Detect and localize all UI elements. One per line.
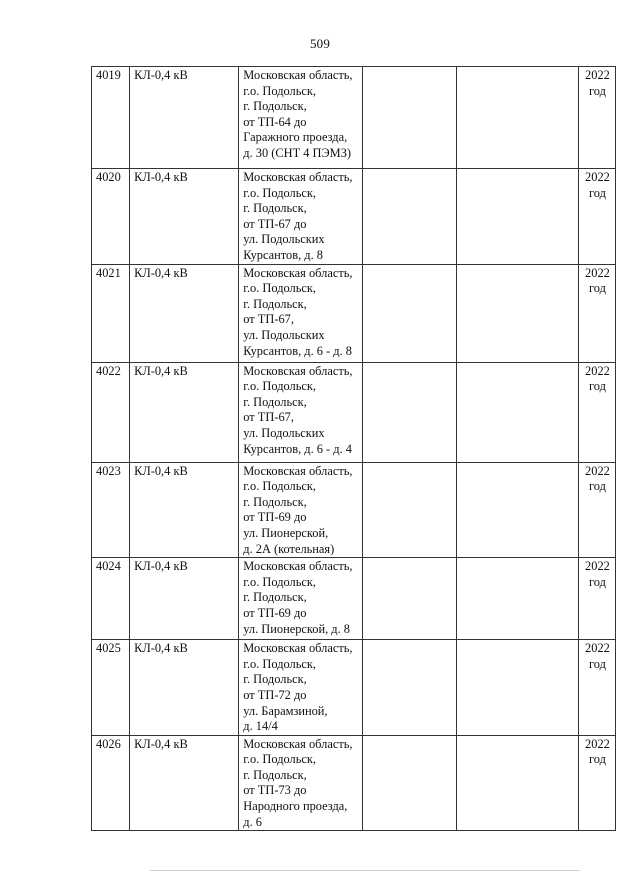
address-line: Московская область, bbox=[243, 68, 353, 82]
table-row bbox=[92, 67, 616, 169]
row-number-cell: 4026 bbox=[92, 735, 130, 831]
year-line: 2022 bbox=[585, 363, 610, 378]
address-line: от ТП-64 до bbox=[243, 114, 307, 129]
address-line: от ТП-72 до bbox=[243, 687, 307, 702]
line-type-cell: КЛ-0,4 кВ bbox=[130, 640, 239, 736]
address-cell bbox=[239, 735, 362, 831]
address-cell bbox=[239, 362, 362, 462]
row-number-cell: 4020 bbox=[92, 169, 130, 265]
empty-cell bbox=[456, 558, 578, 640]
table-row bbox=[92, 640, 616, 736]
address-line: г.о. Подольск, bbox=[243, 752, 317, 767]
address-line: ул. Пионерской, bbox=[243, 525, 329, 540]
address-line: г. Подольск, bbox=[243, 394, 307, 409]
address-line: г. Подольск, bbox=[243, 672, 307, 687]
year-line: год bbox=[588, 281, 606, 296]
address-line: ул. Подольских bbox=[243, 425, 325, 440]
address-line: Гаражного проезда, bbox=[243, 130, 348, 145]
table-row bbox=[92, 735, 616, 831]
address-line: Московская область, bbox=[243, 641, 353, 656]
line-type-cell: КЛ-0,4 кВ bbox=[130, 264, 239, 362]
address-line: г. Подольск, bbox=[243, 201, 307, 216]
address-cell bbox=[239, 67, 362, 169]
row-number-cell: 4025 bbox=[92, 640, 130, 736]
table-row bbox=[92, 462, 616, 558]
year-cell bbox=[578, 169, 615, 265]
address-line: г.о. Подольск, bbox=[243, 574, 317, 589]
registry-table-body bbox=[92, 67, 616, 831]
address-line: г.о. Подольск, bbox=[243, 83, 317, 98]
address-line: от ТП-67, bbox=[243, 410, 294, 425]
year-cell bbox=[578, 264, 615, 362]
line-type-cell: КЛ-0,4 кВ bbox=[130, 169, 239, 265]
address-line: д. 14/4 bbox=[243, 719, 278, 734]
address-line: г.о. Подольск, bbox=[243, 379, 317, 394]
address-line: Московская область, bbox=[243, 170, 353, 184]
address-line: д. 6 bbox=[243, 814, 262, 829]
address-line: г. Подольск, bbox=[243, 767, 307, 782]
row-number-cell: 4023 bbox=[92, 462, 130, 558]
year-line: год bbox=[588, 752, 606, 767]
empty-cell bbox=[362, 67, 456, 169]
year-line: год bbox=[588, 83, 606, 98]
table-row bbox=[92, 169, 616, 265]
empty-cell bbox=[456, 640, 578, 736]
registry-table bbox=[91, 66, 616, 831]
year-line: год bbox=[588, 656, 606, 671]
address-cell bbox=[239, 558, 362, 640]
address-line: Курсантов, д. 6 - д. 8 bbox=[243, 343, 352, 358]
year-cell bbox=[578, 67, 615, 169]
line-type-cell: КЛ-0,4 кВ bbox=[130, 462, 239, 558]
year-line: год bbox=[588, 379, 606, 394]
address-line: Народного проезда, bbox=[243, 799, 348, 814]
empty-cell bbox=[456, 67, 578, 169]
address-line: ул. Подольских bbox=[243, 232, 325, 247]
address-line: от ТП-69 до bbox=[243, 605, 307, 620]
empty-cell bbox=[362, 735, 456, 831]
address-line: от ТП-69 до bbox=[243, 510, 307, 525]
year-line: 2022 bbox=[585, 68, 610, 82]
line-type-cell: КЛ-0,4 кВ bbox=[130, 735, 239, 831]
empty-cell bbox=[456, 735, 578, 831]
address-line: Курсантов, д. 8 bbox=[243, 247, 323, 262]
address-line: г.о. Подольск, bbox=[243, 281, 317, 296]
address-line: д. 30 (СНТ 4 ПЭМЗ) bbox=[243, 145, 352, 160]
empty-cell bbox=[456, 462, 578, 558]
year-cell bbox=[578, 735, 615, 831]
line-type-cell: КЛ-0,4 кВ bbox=[130, 67, 239, 169]
address-line: г.о. Подольск, bbox=[243, 479, 317, 494]
address-line: от ТП-73 до bbox=[243, 783, 307, 798]
line-type-cell: КЛ-0,4 кВ bbox=[130, 558, 239, 640]
address-line: ул. Пионерской, д. 8 bbox=[243, 621, 351, 636]
address-cell bbox=[239, 462, 362, 558]
empty-cell bbox=[362, 462, 456, 558]
year-line: год bbox=[588, 479, 606, 494]
empty-cell bbox=[362, 558, 456, 640]
address-cell bbox=[239, 169, 362, 265]
year-line: год bbox=[588, 574, 606, 589]
address-line: г. Подольск, bbox=[243, 590, 307, 605]
address-line: Курсантов, д. 6 - д. 4 bbox=[243, 441, 352, 456]
table-row bbox=[92, 362, 616, 462]
empty-cell bbox=[362, 362, 456, 462]
empty-cell bbox=[362, 169, 456, 265]
address-line: ул. Подольских bbox=[243, 327, 325, 342]
address-line: Московская область, bbox=[243, 736, 353, 751]
address-line: Московская область, bbox=[243, 265, 353, 280]
empty-cell bbox=[362, 640, 456, 736]
year-line: 2022 bbox=[585, 170, 610, 184]
address-line: г. Подольск, bbox=[243, 494, 307, 509]
empty-cell bbox=[456, 264, 578, 362]
address-line: Московская область, bbox=[243, 363, 353, 378]
table-row bbox=[92, 264, 616, 362]
year-cell bbox=[578, 462, 615, 558]
address-line: г.о. Подольск, bbox=[243, 185, 317, 200]
address-line: г. Подольск, bbox=[243, 296, 307, 311]
year-line: 2022 bbox=[585, 559, 610, 574]
year-line: 2022 bbox=[585, 736, 610, 751]
year-cell bbox=[578, 640, 615, 736]
address-line: Московская область, bbox=[243, 463, 353, 478]
empty-cell bbox=[362, 264, 456, 362]
line-type-cell: КЛ-0,4 кВ bbox=[130, 362, 239, 462]
address-line: д. 2А (котельная) bbox=[243, 541, 335, 556]
year-cell bbox=[578, 558, 615, 640]
year-line: 2022 bbox=[585, 463, 610, 478]
page-bottom-rule bbox=[150, 870, 580, 871]
row-number-cell: 4021 bbox=[92, 264, 130, 362]
address-cell bbox=[239, 640, 362, 736]
address-line: от ТП-67, bbox=[243, 312, 294, 327]
address-line: от ТП-67 до bbox=[243, 216, 307, 231]
row-number-cell: 4022 bbox=[92, 362, 130, 462]
year-cell bbox=[578, 362, 615, 462]
address-cell bbox=[239, 264, 362, 362]
address-line: ул. Барамзиной, bbox=[243, 703, 328, 718]
year-line: 2022 bbox=[585, 265, 610, 280]
address-line: г. Подольск, bbox=[243, 99, 307, 114]
empty-cell bbox=[456, 169, 578, 265]
year-line: год bbox=[588, 185, 606, 200]
row-number-cell: 4019 bbox=[92, 67, 130, 169]
row-number-cell: 4024 bbox=[92, 558, 130, 640]
table-row bbox=[92, 558, 616, 640]
address-line: г.о. Подольск, bbox=[243, 656, 317, 671]
empty-cell bbox=[456, 362, 578, 462]
page-number: 509 bbox=[309, 36, 331, 51]
address-line: Московская область, bbox=[243, 559, 353, 574]
year-line: 2022 bbox=[585, 641, 610, 656]
